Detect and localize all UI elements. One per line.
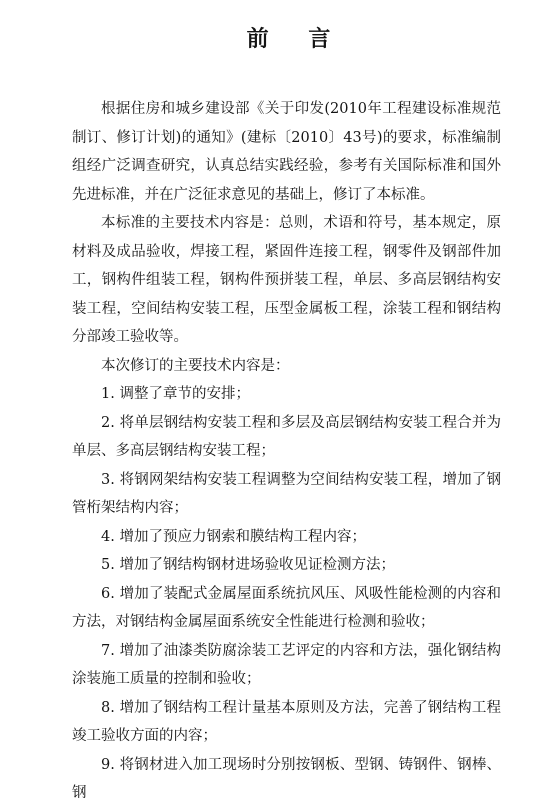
list-item-7: 7. 增加了油漆类防腐涂装工艺评定的内容和方法，强化钢结构涂装施工质量的控制和验收；	[72, 642, 501, 687]
list-item-6: 6. 增加了装配式金属屋面系统抗风压、风吸性能检测的内容和方法，对钢结构金属屋面系统安全性能进行检测和验收；	[72, 585, 501, 630]
paragraph-intro: 根据住房和城乡建设部《关于印发(2010年工程建设标准规范制订、修订计划)的通知》(建标〔2010〕43号)的要求，标准编制组经广泛调查研究，认真总结实践经验，参考有关国际标准和国外先进标准，并在广泛征求意见的基础上，修订了本标准。	[72, 101, 501, 203]
list-item-2: 2. 将单层钢结构安装工程和多层及高层钢结构安装工程合并为单层、多高层钢结构安装工程；	[72, 414, 501, 459]
list-item-9: 9. 将钢材进入加工现场时分别按钢板、型钢、铸钢件、钢棒、钢	[72, 756, 501, 801]
page-title: 前 言	[246, 26, 347, 52]
list-item-3: 3. 将钢网架结构安装工程调整为空间结构安装工程，增加了钢管桁架结构内容；	[72, 471, 501, 516]
paragraph-main-content: 本标准的主要技术内容是：总则，术语和符号，基本规定，原材料及成品验收，焊接工程，紧固件连接工程，钢零件及钢部件加工，钢构件组装工程，钢构件预拼装工程，单层、多高层钢结构安装工程，空间结构安装工程，压型金属板工程，涂装工程和钢结构分部竣工验收等。	[72, 215, 501, 345]
list-item-8: 8. 增加了钢结构工程计量基本原则及方法，完善了钢结构工程竣工验收方面的内容；	[72, 699, 501, 744]
list-item-1: 1. 调整了章节的安排；	[101, 386, 250, 402]
list-item-4: 4. 增加了预应力钢索和膜结构工程内容；	[101, 528, 366, 545]
paragraph-revision-heading: 本次修订的主要技术内容是：	[101, 357, 290, 374]
list-item-5: 5. 增加了钢结构钢材进场验收见证检测方法；	[101, 557, 395, 573]
preface-body	[72, 95, 501, 808]
